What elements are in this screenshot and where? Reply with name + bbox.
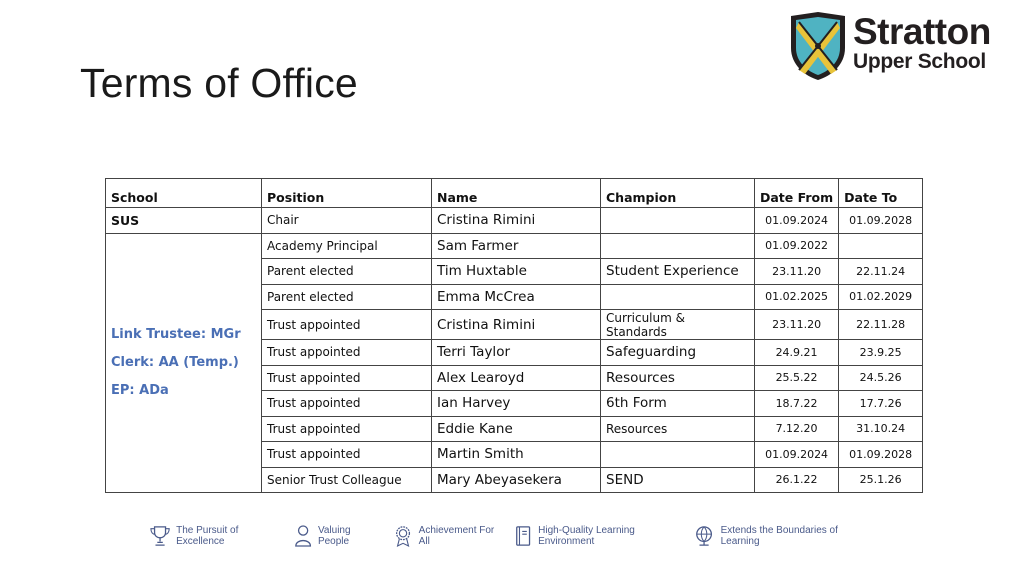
name-cell: Ian Harvey [432, 391, 601, 417]
values-footer [150, 520, 880, 552]
footer-label: Achievement For All [418, 525, 495, 547]
name-cell: Mary Abeyasekera [432, 467, 601, 493]
col-name: Name [432, 179, 601, 208]
name-cell: Emma McCrea [432, 284, 601, 310]
link-trustee-label: Link Trustee: MGr [111, 326, 241, 342]
school-logo [787, 10, 1002, 84]
date-from-cell: 25.5.22 [755, 365, 839, 391]
date-to-cell: 23.9.25 [839, 340, 923, 366]
col-date-to: Date To [839, 179, 923, 208]
col-school: School [106, 179, 262, 208]
footer-label: High-Quality Learning Environment [538, 525, 635, 547]
name-cell: Cristina Rimini [432, 208, 601, 234]
date-from-cell: 01.09.2022 [755, 233, 839, 259]
name-cell: Terri Taylor [432, 340, 601, 366]
book-icon [514, 524, 532, 548]
champion-cell: Student Experience [601, 259, 755, 285]
date-from-cell: 01.09.2024 [755, 208, 839, 234]
footer-item [393, 524, 500, 548]
date-to-cell: 31.10.24 [839, 416, 923, 442]
logo-wordmark: Stratton [853, 11, 991, 52]
footer-label: Valuing People [317, 525, 351, 547]
trophy-icon [150, 524, 170, 548]
table-header-row [106, 179, 923, 208]
col-champion: Champion [601, 179, 755, 208]
position-cell: Chair [262, 208, 432, 234]
champion-cell: Curriculum & Standards [601, 310, 755, 340]
logo-subtitle: Upper School [853, 50, 986, 73]
governance-info-cell [106, 233, 262, 493]
position-cell: Academy Principal [262, 233, 432, 259]
date-from-cell: 23.11.20 [755, 259, 839, 285]
table-row [106, 233, 923, 259]
footer-label: The Pursuit of Excellence [176, 525, 239, 547]
footer-item [514, 524, 681, 548]
date-to-cell: 01.02.2029 [839, 284, 923, 310]
clerk-label: Clerk: AA (Temp.) [111, 354, 239, 370]
position-cell: Senior Trust Colleague [262, 467, 432, 493]
position-cell: Trust appointed [262, 416, 432, 442]
date-to-cell: 24.5.26 [839, 365, 923, 391]
badge-icon [393, 524, 413, 548]
date-from-cell: 01.09.2024 [755, 442, 839, 468]
date-from-cell: 24.9.21 [755, 340, 839, 366]
date-from-cell: 26.1.22 [755, 467, 839, 493]
position-cell: Trust appointed [262, 340, 432, 366]
name-cell: Tim Huxtable [432, 259, 601, 285]
champion-cell: 6th Form [601, 391, 755, 417]
champion-cell: Resources [601, 416, 755, 442]
school-cell: SUS [106, 208, 262, 234]
col-position: Position [262, 179, 432, 208]
date-from-cell: 23.11.20 [755, 310, 839, 340]
footer-item [694, 524, 866, 548]
champion-cell: Resources [601, 365, 755, 391]
name-cell: Martin Smith [432, 442, 601, 468]
date-to-cell: 01.09.2028 [839, 208, 923, 234]
terms-table [105, 178, 923, 493]
name-cell: Eddie Kane [432, 416, 601, 442]
position-cell: Trust appointed [262, 365, 432, 391]
champion-cell: Safeguarding [601, 340, 755, 366]
date-from-cell: 18.7.22 [755, 391, 839, 417]
globe-icon [694, 524, 714, 548]
crest-icon [787, 10, 849, 82]
name-cell: Sam Farmer [432, 233, 601, 259]
date-from-cell: 01.02.2025 [755, 284, 839, 310]
position-cell: Trust appointed [262, 391, 432, 417]
table-row [106, 208, 923, 234]
footer-item [294, 524, 379, 548]
champion-cell: SEND [601, 467, 755, 493]
date-to-cell: 22.11.28 [839, 310, 923, 340]
date-to-cell: 25.1.26 [839, 467, 923, 493]
position-cell: Trust appointed [262, 442, 432, 468]
position-cell: Trust appointed [262, 310, 432, 340]
footer-label: Extends the Boundaries of Learning [720, 525, 838, 547]
date-to-cell [839, 233, 923, 259]
date-to-cell: 17.7.26 [839, 391, 923, 417]
champion-cell [601, 233, 755, 259]
champion-cell [601, 284, 755, 310]
page-title: Terms of Office [80, 60, 358, 106]
position-cell: Parent elected [262, 259, 432, 285]
name-cell: Cristina Rimini [432, 310, 601, 340]
person-icon [294, 524, 312, 548]
date-from-cell: 7.12.20 [755, 416, 839, 442]
position-cell: Parent elected [262, 284, 432, 310]
champion-cell [601, 208, 755, 234]
footer-item [150, 524, 280, 548]
name-cell: Alex Learoyd [432, 365, 601, 391]
col-date-from: Date From [755, 179, 839, 208]
date-to-cell: 22.11.24 [839, 259, 923, 285]
champion-cell [601, 442, 755, 468]
ep-label: EP: ADa [111, 382, 169, 398]
date-to-cell: 01.09.2028 [839, 442, 923, 468]
